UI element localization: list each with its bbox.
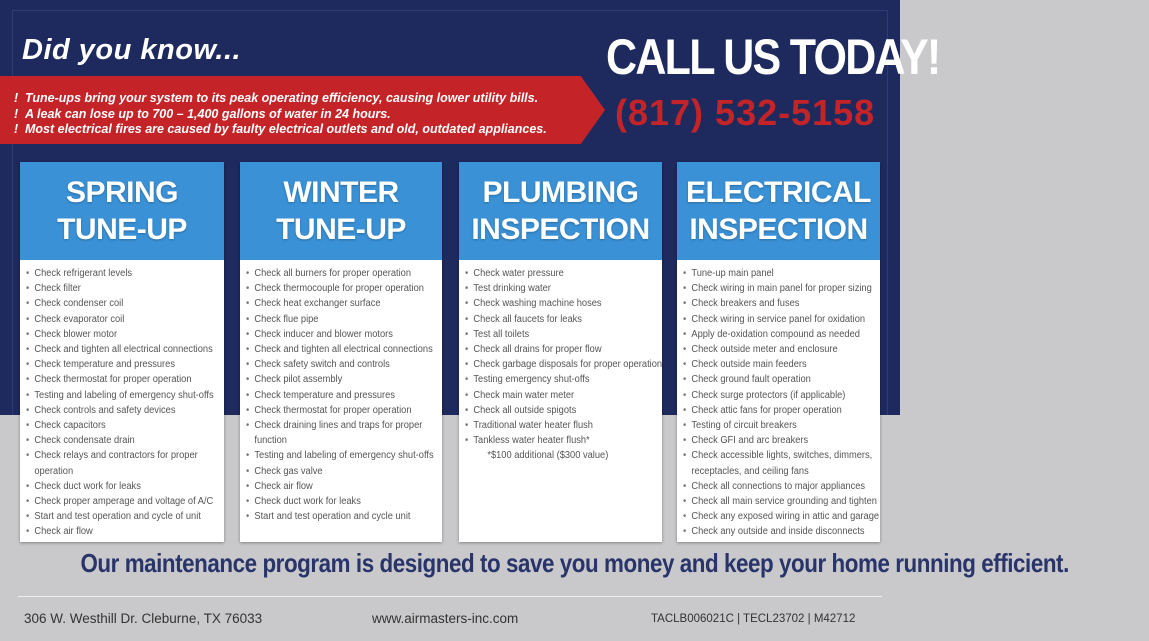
footer-divider bbox=[18, 596, 882, 597]
card-header bbox=[677, 162, 880, 260]
checklist-item: • Apply de-oxidation compound as needed bbox=[683, 327, 881, 342]
checklist-item: • Testing and labeling of emergency shut-offs bbox=[26, 388, 225, 403]
checklist-item: • Check ground fault operation bbox=[683, 372, 881, 387]
checklist-item: • Check condensate drain bbox=[26, 433, 225, 448]
fact-item: ! Tune-ups bring your system to its peak operating efficiency, causing lower utility bills. bbox=[14, 91, 539, 105]
card-title-line2: INSPECTION bbox=[689, 213, 868, 246]
exclamation-icon: ! bbox=[14, 106, 19, 121]
checklist-item: • Check wiring in main panel for proper sizing bbox=[683, 281, 881, 296]
checklist-item: • Check draining lines and traps for proper function bbox=[246, 418, 443, 448]
card-header bbox=[459, 162, 662, 260]
checklist-item: • Check any outside and inside disconnects bbox=[683, 524, 881, 539]
phone-number[interactable]: (817) 532-5158 bbox=[615, 92, 876, 133]
checklist-item: • Check capacitors bbox=[26, 418, 225, 433]
checklist-item: • Check duct work for leaks bbox=[26, 479, 225, 494]
checklist-item: • Check all main service grounding and tighten bbox=[683, 494, 881, 509]
checklist-item: • Check all drains for proper flow bbox=[465, 342, 663, 357]
checklist-item: • Check temperature and pressures bbox=[26, 357, 225, 372]
checklist-item: • Check gas valve bbox=[246, 464, 443, 479]
checklist-item: • Check refrigerant levels bbox=[26, 266, 225, 281]
checklist-item: • Check thermocouple for proper operation bbox=[246, 281, 443, 296]
checklist-item: • Check washing machine hoses bbox=[465, 296, 663, 311]
slogan: Our maintenance program is designed to save you money and keep your home running efficient. bbox=[80, 548, 1069, 578]
checklist bbox=[677, 260, 880, 540]
fact-item: ! Most electrical fires are caused by faulty electrical outlets and old, outdated appliances. bbox=[14, 122, 547, 136]
checklist-item: • Check and tighten all electrical connections bbox=[246, 342, 443, 357]
checklist-item: • Tankless water heater flush* bbox=[465, 433, 663, 448]
checklist-item: • Check pilot assembly bbox=[246, 372, 443, 387]
checklist-item: • Check GFI and arc breakers bbox=[683, 433, 881, 448]
checklist-item: • Check thermostat for proper operation bbox=[26, 372, 225, 387]
checklist-item: • Check all faucets for leaks bbox=[465, 312, 663, 327]
checklist-item: • Check garbage disposals for proper operation bbox=[465, 357, 663, 372]
checklist-item: • Tune-up main panel bbox=[683, 266, 881, 281]
checklist-item: • Check flue pipe bbox=[246, 312, 443, 327]
checklist-item: • Check blower motor bbox=[26, 327, 225, 342]
checklist-item: • Check all outside spigots bbox=[465, 403, 663, 418]
checklist-item: • Check main water meter bbox=[465, 388, 663, 403]
call-to-action: CALL US TODAY! bbox=[606, 29, 940, 85]
checklist-item: • Check outside main feeders bbox=[683, 357, 881, 372]
fact-item: ! A leak can lose up to 700 – 1,400 gallons of water in 24 hours. bbox=[14, 106, 391, 121]
card-header bbox=[240, 162, 442, 260]
card-winter-tune-up bbox=[240, 162, 442, 542]
checklist-item: • Testing of circuit breakers bbox=[683, 418, 881, 433]
checklist-item: • Test drinking water bbox=[465, 281, 663, 296]
checklist-item: • Check temperature and pressures bbox=[246, 388, 443, 403]
card-plumbing-inspection bbox=[459, 162, 662, 542]
card-title-line2: INSPECTION bbox=[471, 213, 650, 246]
checklist-item: • Check accessible lights, switches, dimmers, receptacles, and ceiling fans bbox=[683, 448, 881, 478]
exclamation-icon: ! bbox=[14, 91, 19, 105]
card-header bbox=[20, 162, 224, 260]
checklist-item: • Check condenser coil bbox=[26, 296, 225, 311]
checklist-item: • Check all connections to major appliances bbox=[683, 479, 881, 494]
card-title-line2: TUNE-UP bbox=[57, 213, 187, 246]
checklist-item: • Check controls and safety devices bbox=[26, 403, 225, 418]
checklist bbox=[20, 260, 224, 540]
checklist bbox=[459, 260, 662, 464]
checklist-item: • Testing emergency shut-offs bbox=[465, 372, 663, 387]
checklist-item: • Check safety switch and controls bbox=[246, 357, 443, 372]
headline: Did you know... bbox=[22, 34, 242, 66]
checklist-item: • Check breakers and fuses bbox=[683, 296, 881, 311]
checklist-item: • Check attic fans for proper operation bbox=[683, 403, 881, 418]
facts-list bbox=[14, 91, 547, 138]
checklist-item: • Check inducer and blower motors bbox=[246, 327, 443, 342]
checklist-item: • Test all toilets bbox=[465, 327, 663, 342]
card-title-line1: ELECTRICAL bbox=[686, 176, 871, 209]
card-title-line2: TUNE-UP bbox=[276, 213, 406, 246]
checklist-item: • Check heat exchanger surface bbox=[246, 296, 443, 311]
checklist-item: • Check surge protectors (if applicable) bbox=[683, 388, 881, 403]
checklist-item: • Testing and labeling of emergency shut-offs bbox=[246, 448, 443, 463]
checklist-item: • Check any exposed wiring in attic and garage bbox=[683, 509, 881, 524]
checklist-item: • Check relays and contractors for proper operation bbox=[26, 448, 225, 478]
checklist-item: • Check water pressure bbox=[465, 266, 663, 281]
checklist-item: • Start and test operation and cycle unit bbox=[246, 509, 443, 524]
footer-website[interactable]: www.airmasters-inc.com bbox=[372, 611, 519, 626]
checklist-item: • Check evaporator coil bbox=[26, 312, 225, 327]
checklist-item: • Check duct work for leaks bbox=[246, 494, 443, 509]
checklist-note: *$100 additional ($300 value) bbox=[487, 450, 609, 462]
footer-licenses: TACLB006021C | TECL23702 | M42712 bbox=[651, 613, 856, 625]
checklist bbox=[240, 260, 442, 524]
card-electrical-inspection bbox=[677, 162, 880, 542]
checklist-item: • Check all burners for proper operation bbox=[246, 266, 443, 281]
card-title-line1: SPRING bbox=[65, 176, 179, 209]
checklist-item: • Check outside meter and enclosure bbox=[683, 342, 881, 357]
checklist-item: • Traditional water heater flush bbox=[465, 418, 663, 433]
card-title-line1: WINTER bbox=[283, 176, 399, 209]
checklist-item: • Start and test operation and cycle of unit bbox=[26, 509, 225, 524]
exclamation-icon: ! bbox=[14, 122, 19, 136]
checklist-item: • Check air flow bbox=[26, 524, 225, 539]
card-title-line1: PLUMBING bbox=[482, 176, 639, 209]
card-spring-tune-up bbox=[20, 162, 224, 542]
checklist-item: • Check proper amperage and voltage of A/C bbox=[26, 494, 225, 509]
checklist-item: • Check and tighten all electrical connections bbox=[26, 342, 225, 357]
checklist-item: • Check air flow bbox=[246, 479, 443, 494]
footer-address: 306 W. Westhill Dr. Cleburne, TX 76033 bbox=[24, 611, 263, 626]
checklist-item: • Check wiring in service panel for oxidation bbox=[683, 312, 881, 327]
checklist-item: • Check filter bbox=[26, 281, 225, 296]
checklist-item: • Check thermostat for proper operation bbox=[246, 403, 443, 418]
